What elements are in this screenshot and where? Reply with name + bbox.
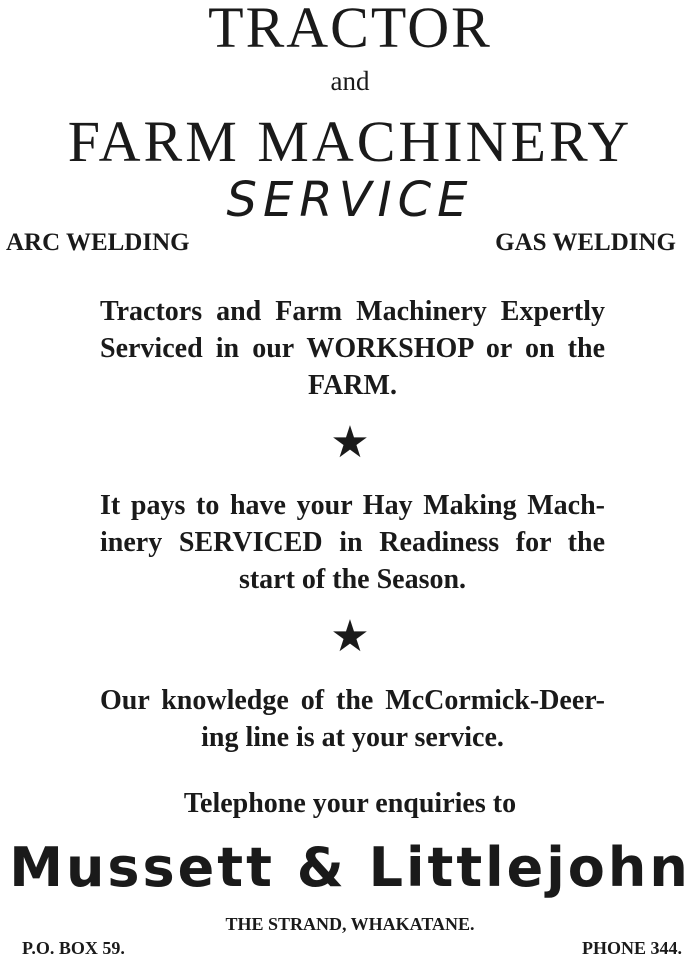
headline-farm-machinery: FARM MACHINERY — [67, 109, 633, 174]
paragraph-line: ing line is at your service. — [201, 722, 504, 753]
paragraph-line: Our knowledge of the McCormick-Deer- — [100, 685, 605, 716]
paragraph-workshop — [100, 293, 605, 404]
star-icon: ★ — [330, 611, 370, 662]
po-box: P.O. BOX 59. — [22, 938, 125, 958]
paragraph-hay-making — [100, 487, 605, 598]
paragraph-line: It pays to have your Hay Making Mach- — [100, 490, 605, 521]
headline-service: SERVICE — [226, 172, 474, 228]
paragraph-line: inery SERVICED in Readiness for the — [100, 527, 605, 558]
telephone-line: Telephone your enquiries to — [183, 788, 517, 819]
headline-and: and — [330, 66, 370, 96]
paragraph-line: Serviced in our WORKSHOP or on the — [100, 333, 605, 364]
gas-welding-label: GAS WELDING — [495, 229, 676, 256]
phone-number: PHONE 344. — [581, 938, 682, 958]
company-name: Mussett & Littlejohn — [9, 836, 691, 899]
arc-welding-label: ARC WELDING — [6, 229, 190, 256]
paragraph-line: Tractors and Farm Machinery Expertly — [100, 296, 605, 327]
star-icon: ★ — [330, 417, 370, 468]
paragraph-line: start of the Season. — [238, 564, 467, 595]
paragraph-line: FARM. — [308, 370, 397, 401]
paragraph-mccormick — [100, 682, 605, 756]
headline-tractor: TRACTOR — [208, 0, 492, 60]
company-address: THE STRAND, WHAKATANE. — [225, 914, 475, 934]
